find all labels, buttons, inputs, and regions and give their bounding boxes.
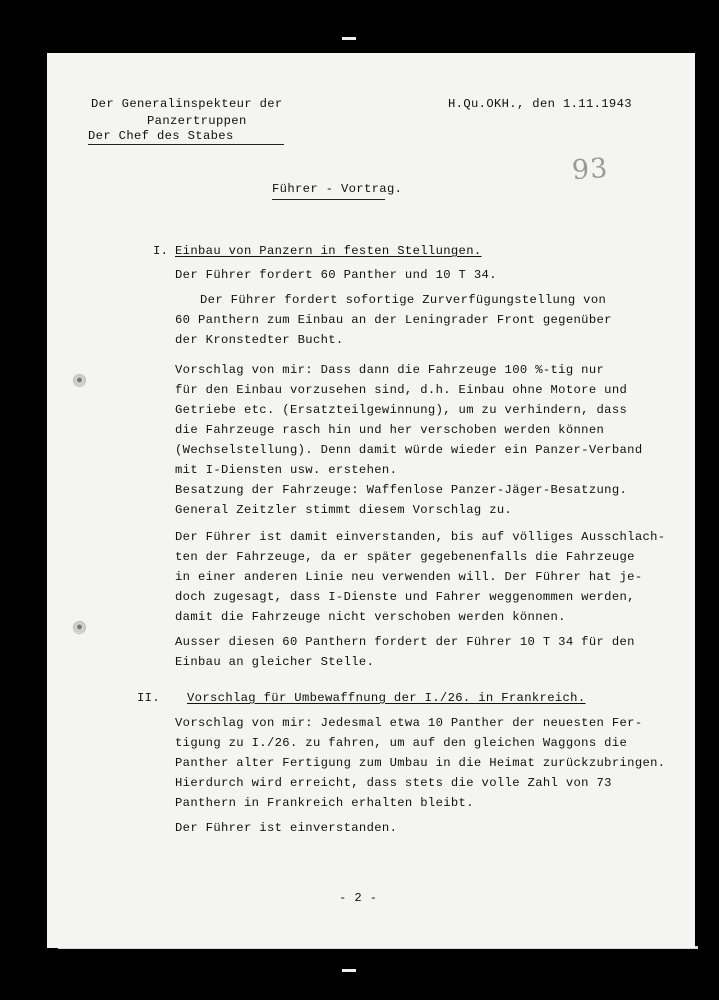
para-line: für den Einbau vorzusehen sind, d.h. Einbau ohne Motore und	[175, 383, 628, 397]
place-date: H.Qu.OKH., den 1.11.1943	[448, 97, 632, 111]
page-number: - 2 -	[339, 891, 378, 905]
para-line: (Wechselstellung). Denn damit würde wieder ein Panzer-Verband	[175, 443, 643, 457]
document-title: Führer - Vortrag.	[272, 182, 403, 196]
org-underline	[88, 144, 284, 145]
para-line: Vorschlag von mir: Jedesmal etwa 10 Panther der neuesten Fer-	[175, 716, 643, 730]
section-1-number: I.	[153, 244, 169, 258]
para-line: Einbau an gleicher Stelle.	[175, 655, 375, 669]
para-line: Panther alter Fertigung zum Umbau in die Heimat zurückzubringen.	[175, 756, 666, 770]
para-line: General Zeitzler stimmt diesem Vorschlag zu.	[175, 503, 513, 517]
para-line: 60 Panthern zum Einbau an der Leningrader Front gegenüber	[175, 313, 612, 327]
para-line: der Kronstedter Bucht.	[175, 333, 344, 347]
para-line: Getriebe etc. (Ersatzteilgewinnung), um zu verhindern, dass	[175, 403, 628, 417]
title-underline	[272, 199, 385, 200]
org-line-1: Der Generalinspekteur der	[91, 97, 283, 111]
para-line: Ausser diesen 60 Panthern fordert der Führer 10 T 34 für den	[175, 635, 635, 649]
para-line: tigung zu I./26. zu fahren, um auf den gleichen Waggons die	[175, 736, 628, 750]
para-line: Panthern in Frankreich erhalten bleibt.	[175, 796, 474, 810]
handwritten-page-number: 93	[570, 152, 610, 187]
frame-mark-bottom	[342, 969, 356, 972]
section-1-demand: Der Führer fordert 60 Panther und 10 T 34.	[175, 268, 497, 282]
org-line-3: Der Chef des Stabes	[88, 129, 234, 143]
para-line: die Fahrzeuge rasch hin und her verschoben werden können	[175, 423, 605, 437]
frame-mark-top	[342, 37, 356, 40]
section-2-heading: Vorschlag für Umbewaffnung der I./26. in Frankreich.	[187, 691, 586, 705]
para-line: doch zugesagt, dass I-Dienste und Fahrer weggenommen werden,	[175, 590, 635, 604]
para-line: Vorschlag von mir: Dass dann die Fahrzeuge 100 %-tig nur	[175, 363, 605, 377]
org-line-2: Panzertruppen	[147, 114, 247, 128]
document-page	[47, 53, 695, 948]
para-line: Besatzung der Fahrzeuge: Waffenlose Panzer-Jäger-Besatzung.	[175, 483, 628, 497]
punch-hole-bottom	[74, 622, 85, 633]
para-line: damit die Fahrzeuge nicht verschoben werden können.	[175, 610, 566, 624]
para-line: in einer anderen Linie neu verwenden will. Der Führer hat je-	[175, 570, 643, 584]
punch-hole-top	[74, 375, 85, 386]
section-2-conclusion: Der Führer ist einverstanden.	[175, 821, 398, 835]
para-line: Der Führer ist damit einverstanden, bis auf völliges Ausschlach-	[175, 530, 666, 544]
para-line: ten der Fahrzeuge, da er später gegebenenfalls die Fahrzeuge	[175, 550, 635, 564]
para-line: Der Führer fordert sofortige Zurverfügungstellung von	[200, 293, 607, 307]
para-line: mit I-Diensten usw. erstehen.	[175, 463, 398, 477]
section-1-heading: Einbau von Panzern in festen Stellungen.	[175, 244, 482, 258]
para-line: Hierdurch wird erreicht, dass stets die volle Zahl von 73	[175, 776, 612, 790]
section-2-number: II.	[137, 691, 160, 705]
